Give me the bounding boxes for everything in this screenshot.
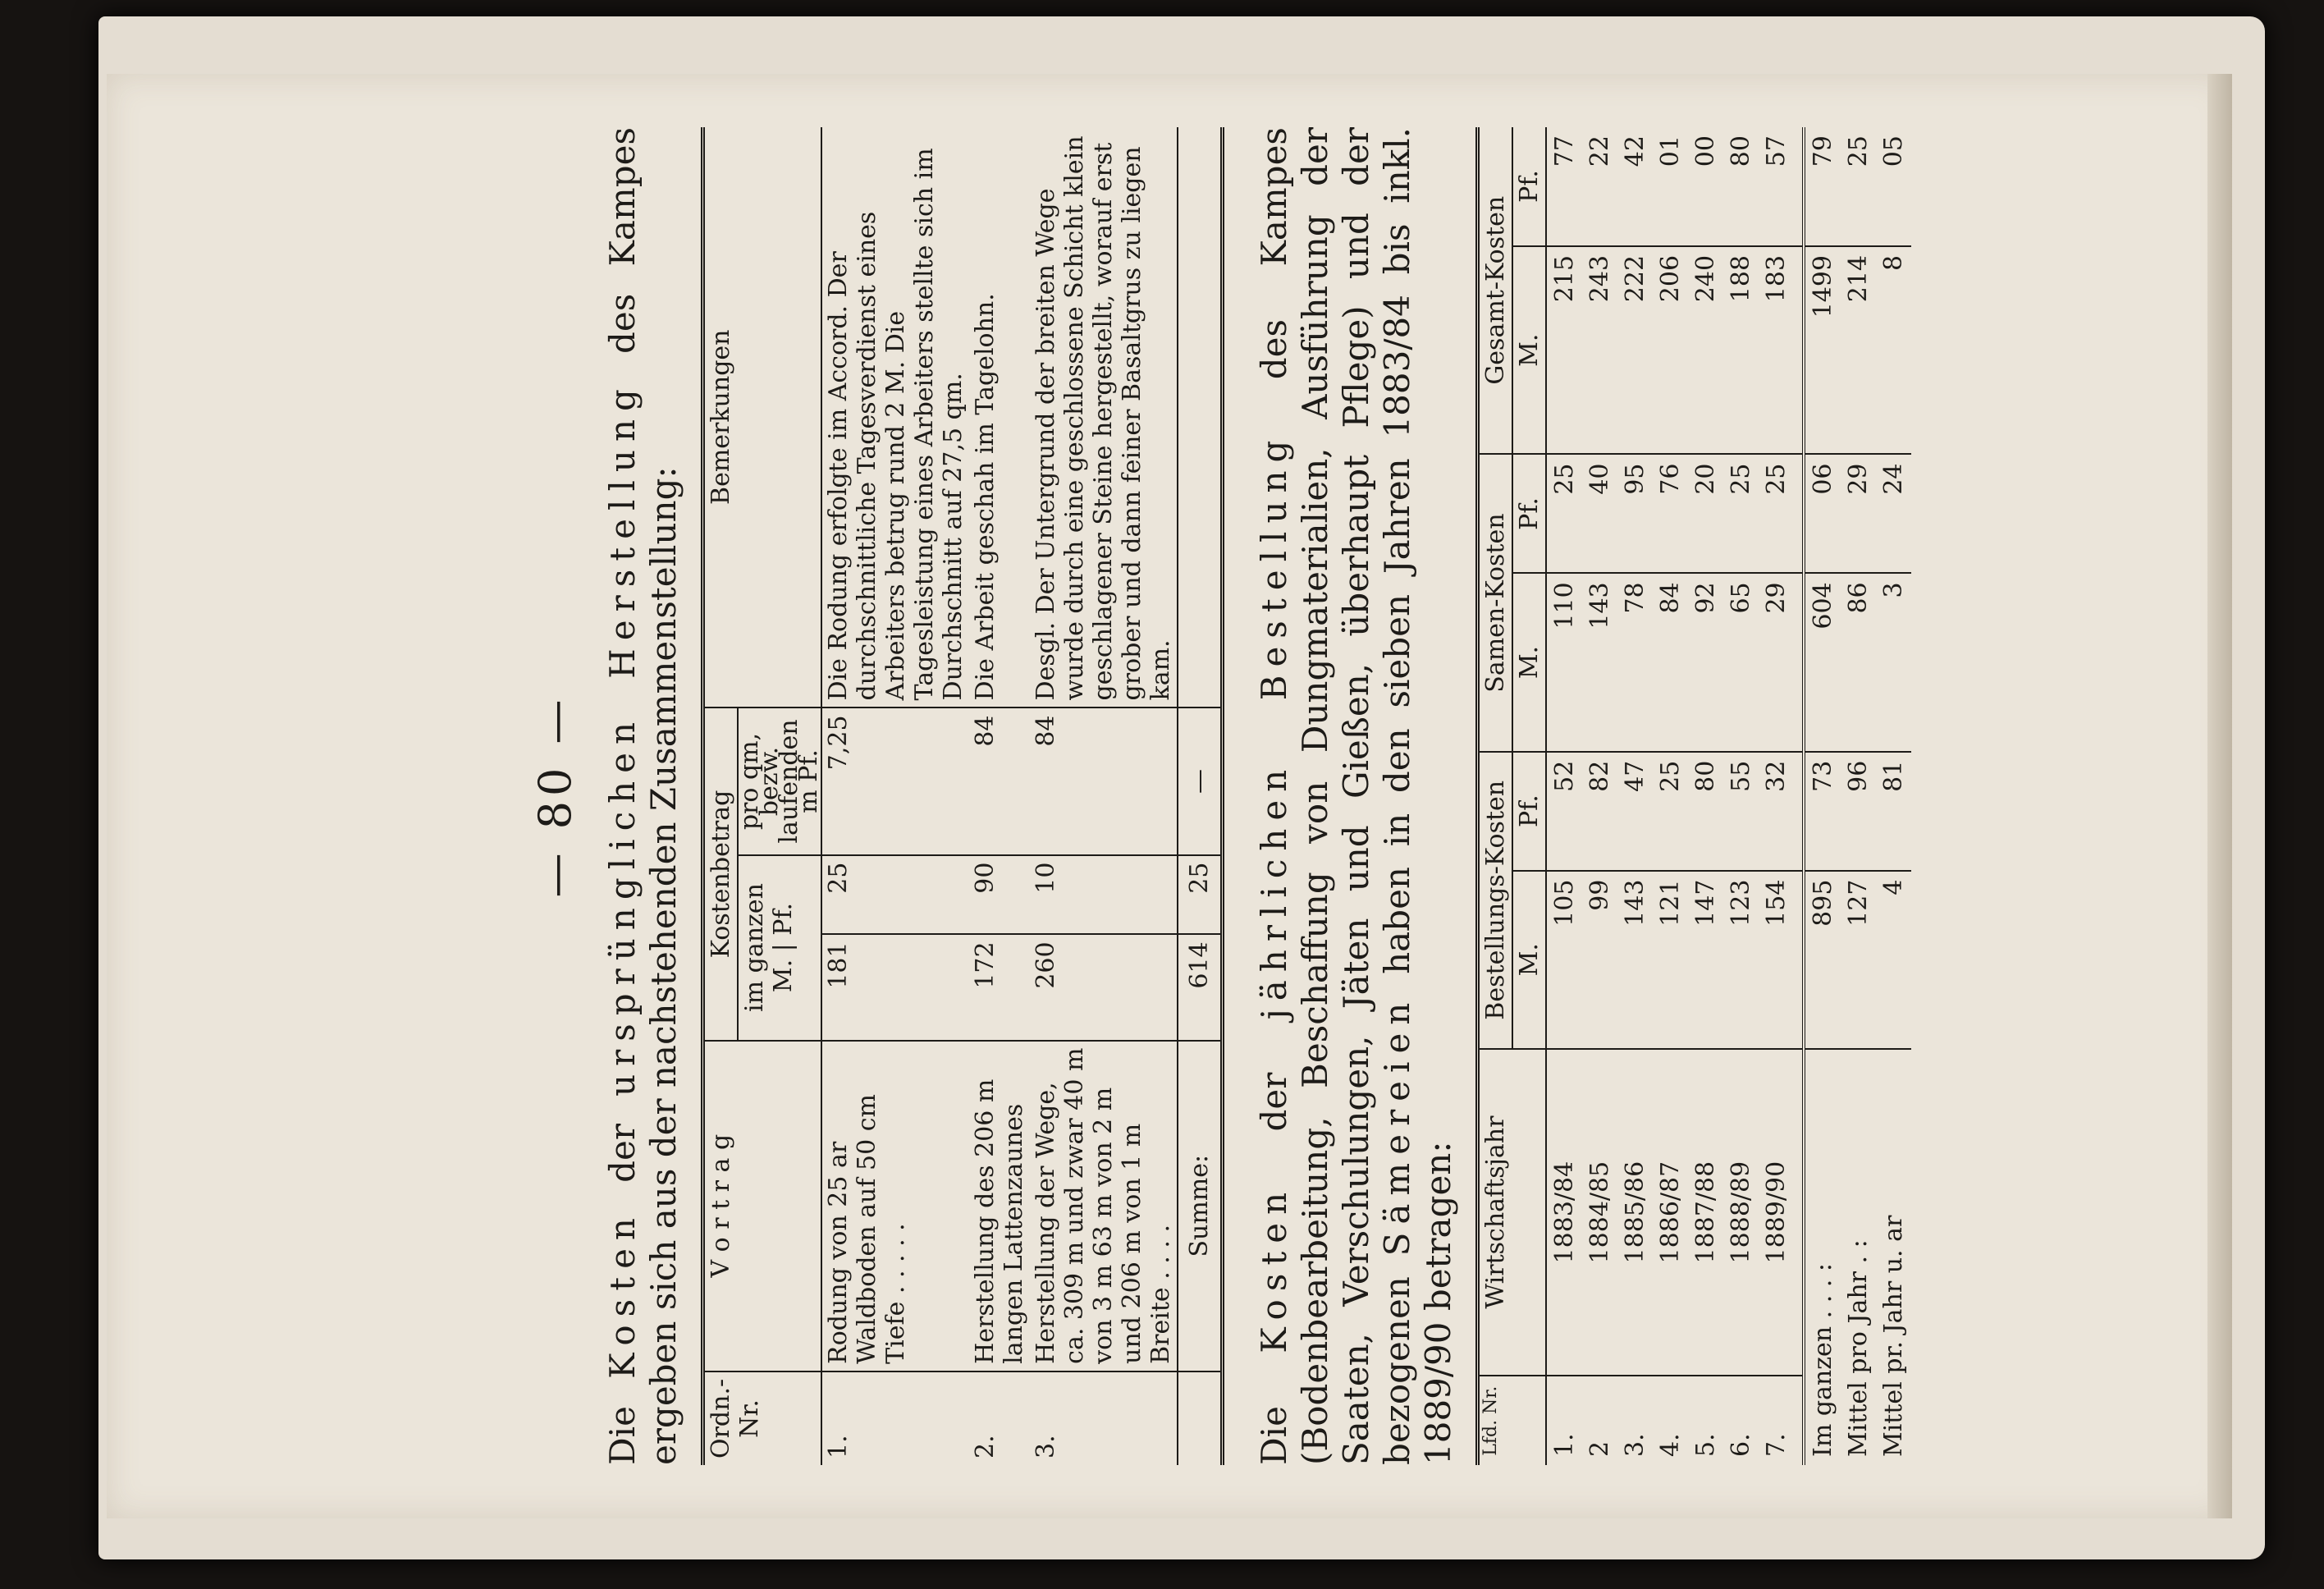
table-row	[1582, 127, 1617, 1465]
row-bemerkung: Desgl. Der Untergrund der breiten Wege wurde durch eine geschlossene Schicht klein geschlagener Steine hergestellt, worauf erst grober und dann feiner Basaltgrus zu liegen kam.	[1030, 127, 1178, 707]
row-best-m: 105	[1546, 871, 1582, 1049]
row-nr: 3.	[1032, 1435, 1060, 1458]
mean-gesamt-pf: 25	[1841, 127, 1876, 246]
intro2-part-f: Sämereien	[1377, 994, 1417, 1257]
header-bestellungskosten: Bestellungs-Kosten	[1478, 752, 1513, 1049]
row-gesamt-m: 206	[1653, 246, 1688, 455]
row-gesamt-pf: 77	[1546, 127, 1582, 246]
row-pf: 25	[821, 855, 969, 935]
header-kosten: Kostenbetrag	[703, 707, 739, 1040]
mean-row	[1841, 127, 1876, 1465]
totals-gesamt-pf: 79	[1804, 127, 1841, 246]
mean-samen-m: 86	[1841, 573, 1876, 751]
intro1-part-b: Kosten	[602, 1210, 643, 1379]
row-gesamt-m: 215	[1546, 246, 1582, 455]
row-m: 181	[821, 934, 969, 1040]
table-row	[1546, 127, 1582, 1465]
mean-ar-gesamt-m: 8	[1876, 246, 1911, 455]
row-jahr: 1889/90	[1759, 1049, 1804, 1376]
intro-paragraph-2	[1254, 127, 1459, 1465]
row-bemerkung: Die Arbeit geschah im Tagelohn.	[969, 127, 1030, 707]
page-number: — 80 —	[529, 694, 581, 898]
header-pf: Pf.	[1512, 127, 1546, 246]
row-best-m: 143	[1617, 871, 1653, 1049]
row-samen-pf: 95	[1617, 454, 1653, 573]
row-pro: 84	[1030, 707, 1178, 854]
row-gesamt-pf: 22	[1582, 127, 1617, 246]
totals-samen-pf: 06	[1804, 454, 1841, 573]
row-samen-pf: 25	[1546, 454, 1582, 573]
row-samen-m: 65	[1723, 573, 1759, 751]
table-row	[1688, 127, 1723, 1465]
row-best-pf: 55	[1723, 752, 1759, 871]
row-best-pf: 52	[1546, 752, 1582, 871]
row-best-pf: 47	[1617, 752, 1653, 871]
row-gesamt-m: 188	[1723, 246, 1759, 455]
row-nr: 2	[1585, 1440, 1614, 1457]
table-row	[1030, 127, 1178, 1465]
header-vortrag: V o r t r a g	[703, 1041, 822, 1371]
mean-samen-pf: 29	[1841, 454, 1876, 573]
intro1-part-d: ursprünglichen Herstellung	[602, 381, 643, 1097]
row-gesamt-m: 243	[1582, 246, 1617, 455]
row-vortrag: Rodung von 25 ar Waldboden auf 50 cm Tiefe . . . . .	[821, 1041, 969, 1371]
sum-empty	[1178, 1371, 1223, 1465]
page-text-block	[250, 127, 2088, 1465]
intro2-part-e: des Kampes (Bodenbearbeitung, Beschaffung von Dungmaterialien, Ausführung der Saaten, Verschulungen, Jäten und Gießen, überhaupt Pflege) und der bezogenen	[1254, 127, 1417, 1465]
totals-gesamt-m: 1499	[1804, 246, 1841, 455]
totals-best-m: 895	[1804, 871, 1841, 1049]
row-gesamt-m: 240	[1688, 246, 1723, 455]
row-nr: 6.	[1727, 1433, 1755, 1457]
header-pf: Pf.	[769, 902, 798, 936]
sum-row	[1178, 127, 1223, 1465]
mean-ar-label: Mittel pr. Jahr u. ar	[1879, 1215, 1908, 1457]
row-jahr: 1884/85	[1582, 1049, 1617, 1376]
row-vortrag: Herstellung des 206 m langen Lattenzaunes	[969, 1041, 1030, 1371]
table-row	[1617, 127, 1653, 1465]
row-jahr: 1885/86	[1617, 1049, 1653, 1376]
totals-label: Im ganzen . . . :	[1804, 1049, 1841, 1465]
mean-ar-samen-pf: 24	[1876, 454, 1911, 573]
row-gesamt-m: 222	[1617, 246, 1653, 455]
row-m: 260	[1030, 934, 1178, 1040]
row-samen-pf: 25	[1723, 454, 1759, 573]
row-pro: 84	[969, 707, 1030, 854]
row-samen-pf: 40	[1582, 454, 1617, 573]
mean-per-ar-row	[1876, 127, 1911, 1465]
row-best-pf: 82	[1582, 752, 1617, 871]
header-ord: Ordn.-Nr.	[703, 1371, 822, 1465]
header-wirtschaftsjahr: Wirtschaftsjahr	[1478, 1049, 1547, 1376]
header-im-ganzen-label: im ganzen	[740, 883, 769, 1012]
totals-best-pf: 73	[1804, 752, 1841, 871]
mean-gesamt-m: 214	[1841, 246, 1876, 455]
intro2-part-d: jährlichen Bestellung	[1254, 432, 1294, 1020]
row-nr: 3.	[1621, 1433, 1649, 1457]
row-best-pf: 80	[1688, 752, 1723, 871]
intro1-part-c: der	[602, 1096, 643, 1211]
page-gutter	[2207, 74, 2232, 1518]
totals-samen-m: 604	[1804, 573, 1841, 751]
row-nr: 2.	[971, 1435, 1000, 1458]
intro2-part-b: Kosten	[1254, 1184, 1294, 1353]
header-m: M.	[1512, 871, 1546, 1049]
intro2-part-c: der	[1254, 1019, 1294, 1184]
row-jahr: 1887/88	[1688, 1049, 1723, 1376]
cost-table-initial	[701, 127, 1224, 1465]
mean-best-m: 127	[1841, 871, 1876, 1049]
header-im-ganzen: im ganzen M. | Pf.	[738, 855, 821, 1041]
header-pf: Pf.	[1512, 752, 1546, 871]
totals-row	[1804, 127, 1841, 1465]
mean-ar-samen-m: 3	[1876, 573, 1911, 751]
row-gesamt-pf: 57	[1759, 127, 1804, 246]
header-gesamtkosten: Gesamt-Kosten	[1478, 127, 1513, 454]
header-samenkosten: Samen-Kosten	[1478, 454, 1513, 751]
intro2-part-g: haben in den sieben Jahren 1883/84 bis inkl. 1889/90 betragen:	[1377, 127, 1458, 1465]
row-jahr: 1883/84	[1546, 1049, 1582, 1376]
table-row	[1723, 127, 1759, 1465]
row-best-m: 147	[1688, 871, 1723, 1049]
table-row	[1759, 127, 1804, 1465]
row-gesamt-pf: 01	[1653, 127, 1688, 246]
mean-ar-best-m: 4	[1876, 871, 1911, 1049]
row-best-m: 121	[1653, 871, 1688, 1049]
row-best-pf: 32	[1759, 752, 1804, 871]
row-bemerkung: Die Rodung erfolgte im Accord. Der durchschnittliche Tagesverdienst eines Arbeiters betrug rund 2 M. Die Tagesleistung eines Arbeiters stellte sich im Durchschnitt auf 27,5 qm.	[821, 127, 969, 707]
intro-paragraph-1	[602, 127, 684, 1465]
row-samen-pf: 76	[1653, 454, 1688, 573]
sum-label: Summe:	[1178, 1041, 1223, 1371]
row-gesamt-pf: 42	[1617, 127, 1653, 246]
header-m: M.	[1512, 573, 1546, 751]
row-samen-pf: 20	[1688, 454, 1723, 573]
cost-table-annual	[1475, 127, 1911, 1465]
row-samen-m: 84	[1653, 573, 1688, 751]
sum-bem-empty	[1178, 127, 1223, 707]
row-best-m: 154	[1759, 871, 1804, 1049]
row-nr: 1.	[824, 1435, 853, 1458]
row-jahr: 1886/87	[1653, 1049, 1688, 1376]
table-row	[821, 127, 969, 1465]
row-samen-pf: 25	[1759, 454, 1804, 573]
row-vortrag: Herstellung der Wege, ca. 309 m und zwar 40 m von 3 m 63 m von 2 m und 206 m von 1 m Breite . . . .	[1030, 1041, 1178, 1371]
row-nr: 5.	[1691, 1433, 1720, 1457]
header-m: M.	[769, 959, 798, 993]
row-nr: 4.	[1656, 1433, 1685, 1457]
sum-pf: 25	[1178, 855, 1223, 935]
header-lfd-nr: Lfd. Nr.	[1478, 1376, 1547, 1465]
row-pf: 10	[1030, 855, 1178, 935]
table-row	[1653, 127, 1688, 1465]
book-page	[107, 74, 2232, 1518]
header-pro-qm: pro qm, bezw. laufenden m Pf.	[738, 707, 821, 854]
row-pf: 90	[969, 855, 1030, 935]
intro1-part-e: des Kampes ergeben sich aus der nachstehenden Zusammenstellung:	[602, 127, 684, 1465]
row-samen-m: 143	[1582, 573, 1617, 751]
row-gesamt-pf: 00	[1688, 127, 1723, 246]
table-row	[969, 127, 1030, 1465]
row-pro: 7,25	[821, 707, 969, 854]
row-jahr: 1888/89	[1723, 1049, 1759, 1376]
row-best-pf: 25	[1653, 752, 1688, 871]
row-samen-m: 110	[1546, 573, 1582, 751]
header-pf: Pf.	[1512, 454, 1546, 573]
sum-m: 614	[1178, 934, 1223, 1040]
row-samen-m: 29	[1759, 573, 1804, 751]
mean-ar-gesamt-pf: 05	[1876, 127, 1911, 246]
row-gesamt-m: 183	[1759, 246, 1804, 455]
mean-label: Mittel pro Jahr . :	[1844, 1239, 1873, 1457]
rotated-page-content	[250, 94, 2088, 1498]
row-best-m: 99	[1582, 871, 1617, 1049]
header-m: M.	[1512, 246, 1546, 455]
mean-best-pf: 96	[1841, 752, 1876, 871]
row-nr: 7.	[1762, 1433, 1791, 1457]
intro2-part-a: Die	[1254, 1353, 1294, 1465]
sum-pro: —	[1178, 707, 1223, 854]
row-best-m: 123	[1723, 871, 1759, 1049]
row-samen-m: 92	[1688, 573, 1723, 751]
row-samen-m: 78	[1617, 573, 1653, 751]
intro1-part-a: Die	[602, 1378, 643, 1465]
row-gesamt-pf: 80	[1723, 127, 1759, 246]
row-m: 172	[969, 934, 1030, 1040]
row-nr: 1.	[1550, 1433, 1579, 1457]
header-bemerkungen: Bemerkungen	[703, 127, 822, 707]
mean-ar-best-pf: 81	[1876, 752, 1911, 871]
